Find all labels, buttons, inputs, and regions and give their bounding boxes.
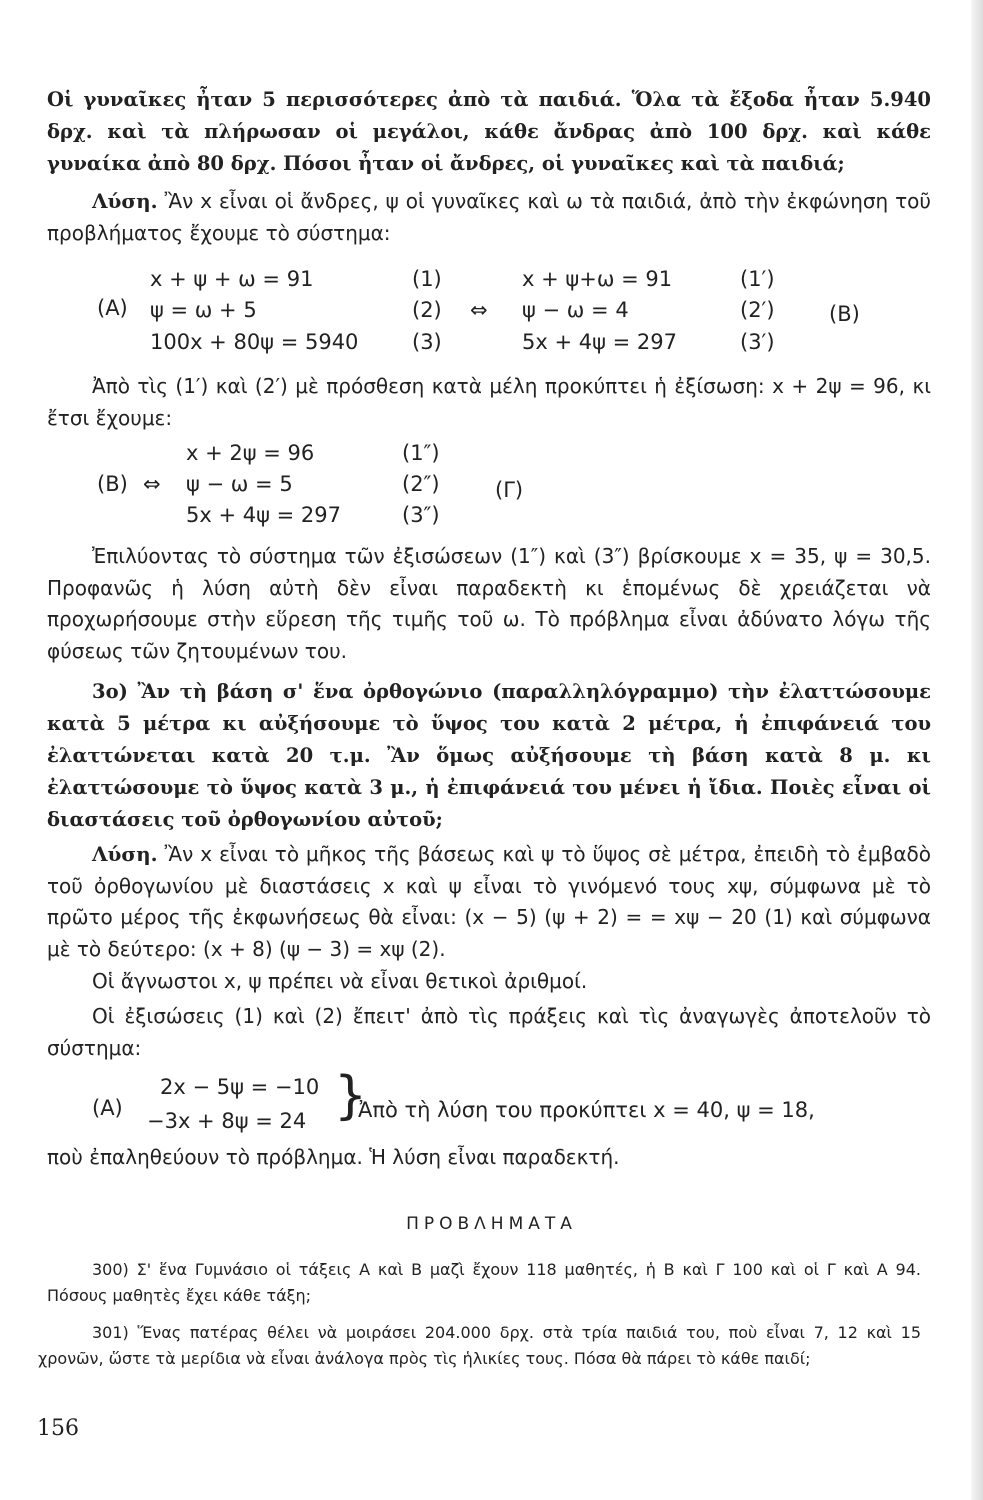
equation: x + 2ψ = 96 — [186, 441, 315, 465]
solution-2-p2: Οἱ ἄγνωστοι x, ψ πρέπει νὰ εἶναι θετικοὶ ἀριθμοί. — [92, 969, 588, 993]
right-brace: } — [334, 1066, 368, 1126]
equation: ψ − ω = 5 — [186, 472, 293, 496]
solution-1-text-2: Ἀπὸ τὶς (1′) καὶ (2′) μὲ πρόσθεση κατὰ μέλη προκύπτει ἡ ἐξίσωση: x + 2ψ = 96, κι ἔτσι ἔχουμε: — [47, 374, 931, 430]
problem-3o: 3ο) Ἂν τὴ βάση σ' ἕνα ὀρθογώνιο (παραλληλόγραμμο) τὴν ἐλαττώσουμε κατὰ 5 μέτρα κι αὐξήσουμε τὸ ὕψος του κατὰ 2 μέτρα, ἡ ἐπιφάνειά του ἐλαττώνεται κατὰ 20 τ.μ. Ἂν ὅμως αὐξήσουμε τὴ βάση κατὰ 8 μ. κι ἐλαττώσουμε τὸ ὕψος κατὰ 3 μ., ἡ ἐπιφάνειά του μένει ἡ ἴδια. Ποιὲς εἶναι οἱ διαστάσεις τοῦ ὀρθογωνίου αὐτοῦ; — [47, 680, 931, 831]
solution-label: Λύση. — [92, 189, 158, 213]
equivalence-symbol: ⇔ — [143, 472, 161, 496]
equation: x + ψ + ω = 91 — [150, 267, 314, 291]
system-b-label: (B) — [829, 302, 860, 326]
solution-1-text: Ἂν x εἶναι οἱ ἄνδρες, ψ οἱ γυναῖκες καὶ ω τὰ παιδιά, ἀπὸ τὴν ἐκφώνηση τοῦ προβλήματος ἔχουμε τὸ σύστημα: — [47, 189, 931, 245]
system-a-label: (A) — [97, 296, 128, 320]
problem-301: 301) Ἕνας πατέρας θέλει νὰ μοιράσει 204.000 δρχ. στὰ τρία παιδιά του, ποὺ εἶναι 7, 12 καὶ 15 χρονῶν, ὥστε τὰ μερίδια νὰ εἶναι ἀνάλογα πρὸς τὶς ἡλικίες τους. Πόσα θὰ πάρει τὸ κάθε παιδί; — [38, 1323, 921, 1368]
equation-number: (3″) — [402, 503, 440, 527]
equation: 100x + 80ψ = 5940 — [150, 330, 359, 354]
equation-number: (2′) — [740, 298, 775, 322]
solution-2-text: Ἂν x εἶναι τὸ μῆκος τῆς βάσεως καὶ ψ τὸ ὕψος σὲ μέτρα, ἐπειδὴ τὸ ἐμβαδὸ τοῦ ὀρθογωνίου μὲ διαστάσεις x καὶ ψ εἶναι τὸ γινόμενό τους xψ, σύμφωνα μὲ τὸ πρῶτο μέρος τῆς ἐκφωνήσεως θὰ εἶναι: (x − 5) (ψ + 2) = = xψ − 20 (1) καὶ σύμφωνα μὲ τὸ δεύτερο: (x + 8) (ψ − 3) = xψ (2). — [47, 842, 931, 961]
equation: 5x + 4ψ = 297 — [186, 503, 341, 527]
solution-2-conclusion: ποὺ ἐπαληθεύουν τὸ πρόβλημα. Ἡ λύση εἶναι παραδεκτή. — [47, 1145, 620, 1169]
equation-number: (1) — [412, 267, 442, 291]
system-c-label: (Γ) — [495, 478, 524, 502]
equation: ψ = ω + 5 — [150, 298, 257, 322]
system-result: Ἀπὸ τὴ λύση του προκύπτει x = 40, ψ = 18, — [358, 1098, 815, 1122]
equation-number: (2) — [412, 298, 442, 322]
equation-number: (3) — [412, 330, 442, 354]
solution-1-text-3: Ἐπιλύοντας τὸ σύστημα τῶν ἐξισώσεων (1″) καὶ (3″) βρίσκουμε x = 35, ψ = 30,5. Προφανῶς ἡ λύση αὐτὴ δὲν εἶναι παραδεκτὴ κι ἑπομένως δὲ χρειάζεται νὰ προχωρήσουμε στὴν εὕρεση τῆς τιμῆς τοῦ ω. Τὸ πρόβλημα εἶναι ἀδύνατο λόγω τῆς φύσεως τῶν ζητουμένων του. — [47, 544, 931, 663]
solution-2-p3: Οἱ ἐξισώσεις (1) καὶ (2) ἔπειτ' ἀπὸ τὶς πράξεις καὶ τὶς ἀναγωγὲς ἀποτελοῦν τὸ σύστημα: — [47, 1004, 931, 1060]
page-number: 156 — [37, 1416, 79, 1441]
equation-number: (1″) — [402, 441, 440, 465]
problem-300: 300) Σ' ἕνα Γυμνάσιο οἱ τάξεις Α καὶ Β μαζὶ ἔχουν 118 μαθητές, ἡ Β καὶ Γ 100 καὶ οἱ Γ καὶ Α 94. Πόσους μαθητὲς ἔχει κάθε τάξη; — [47, 1260, 921, 1305]
equation-number: (3′) — [740, 330, 775, 354]
equation-number: (2″) — [402, 472, 440, 496]
equation: ψ − ω = 4 — [522, 298, 629, 322]
equation-number: (1′) — [740, 267, 775, 291]
page-edge-shadow — [971, 0, 983, 1500]
solution-label: Λύση. — [92, 842, 158, 866]
problem-intro: Οἱ γυναῖκες ἦταν 5 περισσότερες ἀπὸ τὰ παιδιά. Ὅλα τὰ ἔξοδα ἦταν 5.940 δρχ. καὶ τὰ πλήρωσαν οἱ μεγάλοι, κάθε ἄνδρας ἀπὸ 100 δρχ. καὶ κάθε γυναίκα ἀπὸ 80 δρχ. Πόσοι ἦταν οἱ ἄνδρες, οἱ γυναῖκες καὶ τὰ παιδιά; — [47, 88, 931, 175]
solution-1-paragraph — [47, 186, 931, 249]
equation: x + ψ+ω = 91 — [522, 267, 673, 291]
problems-heading: ΠΡΟΒΛΗΜΑΤΑ — [406, 1214, 577, 1234]
solution-2-paragraph — [47, 839, 931, 965]
equation: 2x − 5ψ = −10 — [160, 1075, 320, 1099]
system-b-label: (B) — [97, 472, 128, 496]
equation: −3x + 8ψ = 24 — [147, 1109, 307, 1133]
equivalence-symbol: ⇔ — [470, 298, 488, 322]
system-label: (A) — [92, 1096, 123, 1120]
equation: 5x + 4ψ = 297 — [522, 330, 677, 354]
